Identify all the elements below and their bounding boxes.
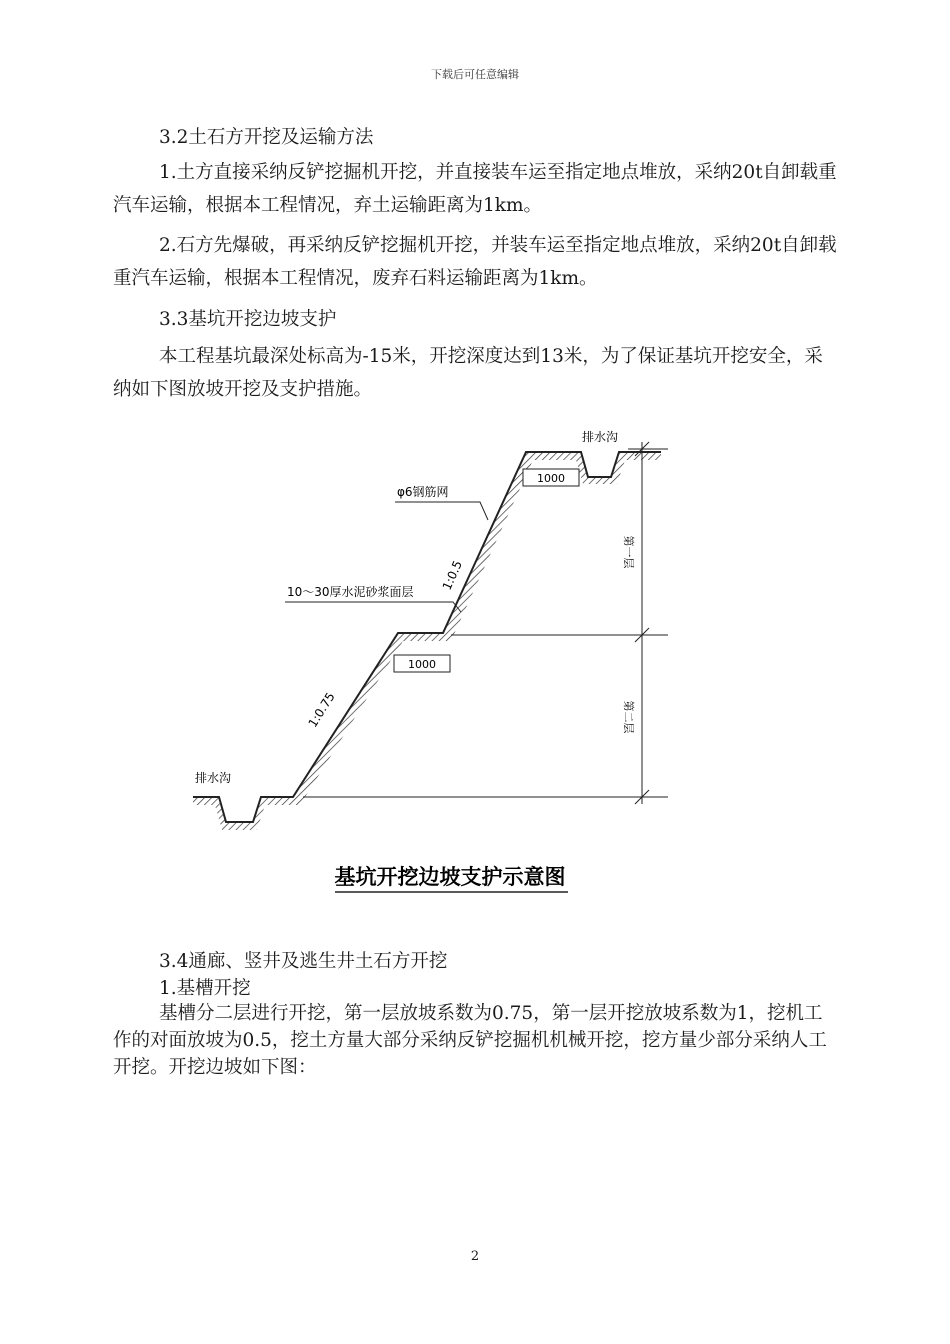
section-3-2-paragraph-2: 2.石方先爆破，再采纳反铲挖掘机开挖，并装车运至指定地点堆放，采纳20t自卸载重汽车运输，根据本工程情况，废弃石料运输距离为1km。 xyxy=(113,235,837,289)
slope-diagram-svg xyxy=(113,422,850,922)
soil-hatch-band xyxy=(193,452,661,830)
slope-support-diagram xyxy=(113,422,850,922)
bottom-drain-label: 排水沟 xyxy=(194,771,232,785)
upper-bench-dimension-label: 1000 xyxy=(537,472,565,485)
lower-slope-ratio-label: 1:0.75 xyxy=(305,689,338,730)
steel-mesh-label: φ6钢筋网 xyxy=(397,485,449,499)
section-3-3-paragraph-1: 本工程基坑最深处标高为-15米，开挖深度达到13米，为了保证基坑开挖安全，采纳如下图放坡开挖及支护措施。 xyxy=(113,346,823,400)
layer-2-label: 第二层 xyxy=(622,700,635,734)
mortar-layer-leader xyxy=(285,602,461,612)
diagram-caption: 基坑开挖边坡支护示意图 xyxy=(334,865,566,889)
top-drain-label: 排水沟 xyxy=(581,430,619,444)
section-3-2-heading: 3.2土石方开挖及运输方法 xyxy=(159,127,374,148)
page-header: 下载后可任意编辑 xyxy=(431,68,519,81)
section-3-3-heading: 3.3基坑开挖边坡支护 xyxy=(159,309,337,330)
section-3-4-heading: 3.4通廊、竖井及逃生井土石方开挖 xyxy=(159,951,448,972)
section-3-4-paragraph-1: 基槽分二层进行开挖，第一层放坡系数为0.75，第一层开挖放坡系数为1，挖机工作的对面放坡为0.5，挖土方量大部分采纳反铲挖掘机机械开挖，挖方量少部分采纳人工开挖。开挖边坡如下图： xyxy=(113,1003,827,1078)
steel-mesh-leader xyxy=(395,502,488,520)
lower-bench-dimension-label: 1000 xyxy=(408,658,436,671)
section-3-2-paragraph-1: 1.土方直接采纳反铲挖掘机开挖，并直接装车运至指定地点堆放，采纳20t自卸载重汽车运输，根据本工程情况，弃土运输距离为1km。 xyxy=(113,162,837,216)
mortar-layer-label: 10～30厚水泥砂浆面层 xyxy=(287,585,414,599)
page-number: 2 xyxy=(470,1249,480,1264)
layer-1-label: 第一层 xyxy=(622,535,635,569)
section-3-4-subheading: 1.基槽开挖 xyxy=(159,978,251,999)
upper-slope-ratio-label: 1:0.5 xyxy=(439,558,465,593)
